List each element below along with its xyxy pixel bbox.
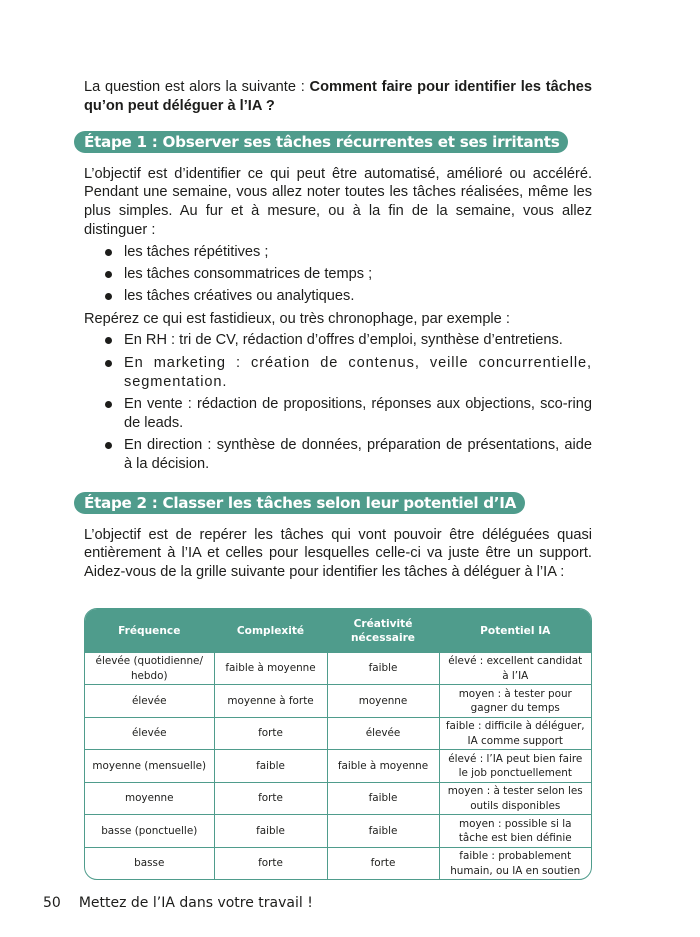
table-cell: moyen : à tester pour gagner du temps	[439, 685, 591, 718]
table-cell: moyenne (mensuelle)	[85, 750, 214, 783]
header-creativity: Créativité nécessaire	[327, 609, 439, 653]
step2-paragraph: L’objectif est de repérer les tâches qui vont pouvoir être déléguées quasi entièrement à l’IA et celles pour lesquelles celle-ci va juste être un support. Aidez-vous de la grille suivante pour identifier les tâches à déléguer à l’IA :	[84, 526, 592, 581]
table-row	[85, 750, 591, 783]
table-row	[85, 782, 591, 815]
step1-paragraph: L’objectif est d’identifier ce qui peut être automatisé, amélioré ou accéléré. Pendant une semaine, vous allez noter toutes les tâches réalisées, même les plus simples. Au fur et à mesure, ou à la fin de la semaine, vous allez distinguer :	[84, 165, 592, 238]
step1-bullet-list	[84, 243, 592, 306]
table-cell: faible à moyenne	[214, 653, 327, 685]
intro-question: Comment faire pour identifier les tâches qu’on peut déléguer à l’IA ?	[84, 79, 592, 114]
table-cell: forte	[327, 847, 439, 879]
table-cell: faible	[327, 782, 439, 815]
list-item: En marketing : création de contenus, veille concurrentielle, segmentation.	[84, 354, 592, 392]
table-cell: élevée (quotidienne/ hebdo)	[85, 653, 214, 685]
table-cell: forte	[214, 847, 327, 879]
table-cell: moyenne à forte	[214, 685, 327, 718]
table-header-row	[85, 609, 591, 653]
table-cell: élevée	[85, 685, 214, 718]
table-row	[85, 847, 591, 879]
table-cell: basse	[85, 847, 214, 879]
table-cell: moyen : possible si la tâche est bien définie	[439, 815, 591, 848]
table-row	[85, 653, 591, 685]
page-footer	[43, 895, 313, 911]
table-row	[85, 685, 591, 718]
page-number: 50	[43, 895, 61, 911]
header-frequency: Fréquence	[85, 609, 214, 653]
list-item: En vente : rédaction de propositions, réponses aux objections, sco-ring de leads.	[84, 395, 592, 433]
table-cell: faible	[327, 653, 439, 685]
list-item: les tâches consommatrices de temps ;	[84, 265, 592, 284]
list-item: les tâches créatives ou analytiques.	[84, 287, 592, 306]
examples-list	[84, 331, 592, 473]
table-cell: élevé : excellent candidat à l’IA	[439, 653, 591, 685]
table-cell: faible à moyenne	[327, 750, 439, 783]
table-cell: faible : difficile à déléguer, IA comme support	[439, 717, 591, 750]
step2-heading: Étape 2 : Classer les tâches selon leur potentiel d’IA	[74, 492, 525, 514]
table-row	[85, 815, 591, 848]
table-cell: moyenne	[327, 685, 439, 718]
table-cell: basse (ponctuelle)	[85, 815, 214, 848]
table-cell: forte	[214, 717, 327, 750]
table-cell: faible : probablement humain, ou IA en soutien	[450, 850, 581, 877]
list-item: En direction : synthèse de données, préparation de présentations, aide à la décision.	[84, 436, 592, 474]
header-complexity: Complexité	[214, 609, 327, 653]
book-title: Mettez de l’IA dans votre travail !	[78, 895, 313, 911]
examples-intro: Repérez ce qui est fastidieux, ou très chronophage, par exemple :	[84, 310, 510, 327]
table-cell: élevé : l’IA peut bien faire le job ponctuellement	[439, 750, 591, 783]
header-ai-potential: Potentiel IA	[439, 609, 591, 653]
intro-paragraph	[84, 78, 592, 116]
page-content	[84, 78, 592, 880]
table-cell: forte	[214, 782, 327, 815]
table-cell: moyen : à tester selon les outils disponibles	[439, 782, 591, 815]
table-cell: élevée	[327, 717, 439, 750]
table-row	[85, 717, 591, 750]
list-item: les tâches répétitives ;	[84, 243, 592, 262]
intro-lead: La question est alors la suivante :	[84, 79, 310, 95]
ai-potential-table	[84, 608, 592, 881]
list-item: En RH : tri de CV, rédaction d’offres d’emploi, synthèse d’entretiens.	[84, 331, 592, 350]
table-cell: élevée	[85, 717, 214, 750]
step1-heading: Étape 1 : Observer ses tâches récurrentes et ses irritants	[74, 131, 568, 153]
table-cell: faible	[327, 815, 439, 848]
table-cell: faible	[214, 815, 327, 848]
table-cell: faible	[214, 750, 327, 783]
table-cell: moyenne	[85, 782, 214, 815]
